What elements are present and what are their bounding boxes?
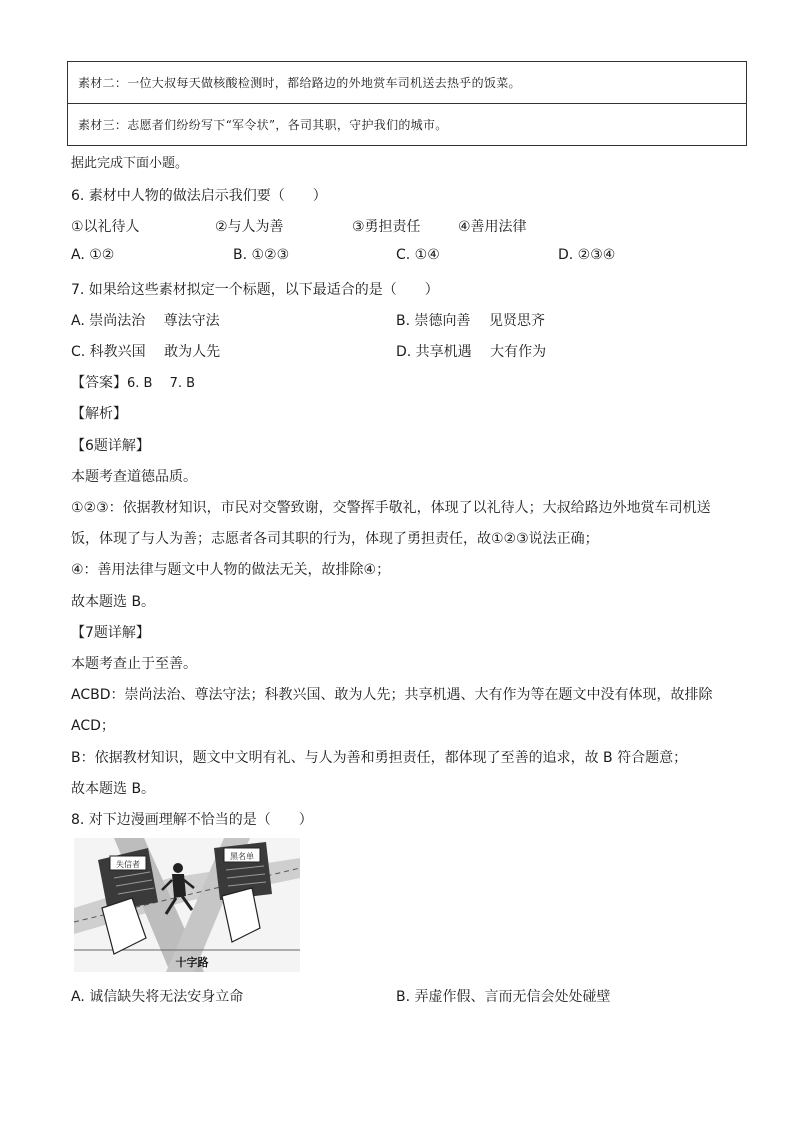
material-3: 素材三：志愿者们纷纷写下“军令状”，各司其职，守护我们的城市。 [68, 103, 746, 145]
q6-stem: 6. 素材中人物的做法启示我们要（ ） [71, 188, 327, 204]
q6-option-a: A. ①② [71, 247, 115, 263]
q6-detail-label: 【6题详解】 [71, 438, 150, 454]
q7-option-b: B. 崇德向善 见贤思齐 [396, 313, 545, 329]
q6-detail-line-4: ④：善用法律与题文中人物的做法无关，故排除④； [71, 562, 391, 578]
q6-detail-line-5: 故本题选 B。 [71, 594, 156, 610]
answer-text: 6. B 7. B [127, 376, 196, 391]
answer-line [71, 372, 195, 392]
q7-option-c: C. 科教兴国 敢为人先 [71, 344, 221, 360]
q6-detail-line-2: ①②③：依据教材知识，市民对交警致谢，交警挥手敬礼，体现了以礼待人；大叔给路边外地赏车司机送 [71, 500, 711, 516]
left-sign-text: 失信者 [116, 860, 140, 869]
q7-detail-line-4: B：依据教材知识，题文中文明有礼、与人为善和勇担责任，都体现了至善的追求，故 B 符合题意； [71, 750, 688, 766]
q6-item-1: ①以礼待人 [71, 219, 140, 235]
analysis-label: 【解析】 [71, 406, 127, 422]
q7-detail-line-3: ACD； [71, 718, 115, 734]
q7-option-d: D. 共享机遇 大有作为 [396, 344, 547, 360]
q6-item-2: ②与人为善 [215, 219, 284, 235]
cartoon-caption: 十字路 [175, 956, 209, 969]
materials-table [67, 61, 747, 146]
q6-option-b: B. ①②③ [233, 247, 290, 263]
man-body [172, 874, 186, 898]
man-head [173, 863, 183, 873]
q6-item-4: ④善用法律 [458, 219, 527, 235]
q6-detail-line-3: 饭，体现了与人为善；志愿者各司其职的行为，体现了勇担责任，故①②③说法正确； [71, 531, 599, 547]
q6-option-c: C. ①④ [396, 247, 440, 263]
material-2: 素材二：一位大叔每天做核酸检测时，都给路边的外地赏车司机送去热乎的饭菜。 [78, 76, 521, 90]
q6-option-d: D. ②③④ [558, 247, 616, 263]
q7-detail-line-5: 故本题选 B。 [71, 781, 156, 797]
q7-stem: 7. 如果给这些素材拟定一个标题，以下最适合的是（ ） [71, 282, 439, 298]
q8-option-a: A. 诚信缺失将无法安身立命 [71, 989, 244, 1005]
q6-detail-line-1: 本题考查道德品质。 [71, 469, 197, 485]
q8-stem: 8. 对下边漫画理解不恰当的是（ ） [71, 812, 313, 828]
crossroads-cartoon [74, 838, 300, 972]
instruction: 据此完成下面小题。 [71, 156, 189, 171]
answer-label: 【答案】 [71, 375, 127, 391]
q7-detail-label: 【7题详解】 [71, 625, 150, 641]
q6-item-3: ③勇担责任 [352, 219, 421, 235]
q7-detail-line-1: 本题考查止于至善。 [71, 656, 197, 672]
q7-option-a: A. 崇尚法治 尊法守法 [71, 313, 220, 329]
q8-option-b: B. 弄虚作假、言而无信会处处碰壁 [396, 989, 611, 1005]
q7-detail-line-2: ACBD：崇尚法治、尊法守法；科教兴国、敢为人先；共享机遇、大有作为等在题文中没有体现，故排除 [71, 687, 713, 703]
right-sign-text: 黑名单 [230, 852, 254, 861]
